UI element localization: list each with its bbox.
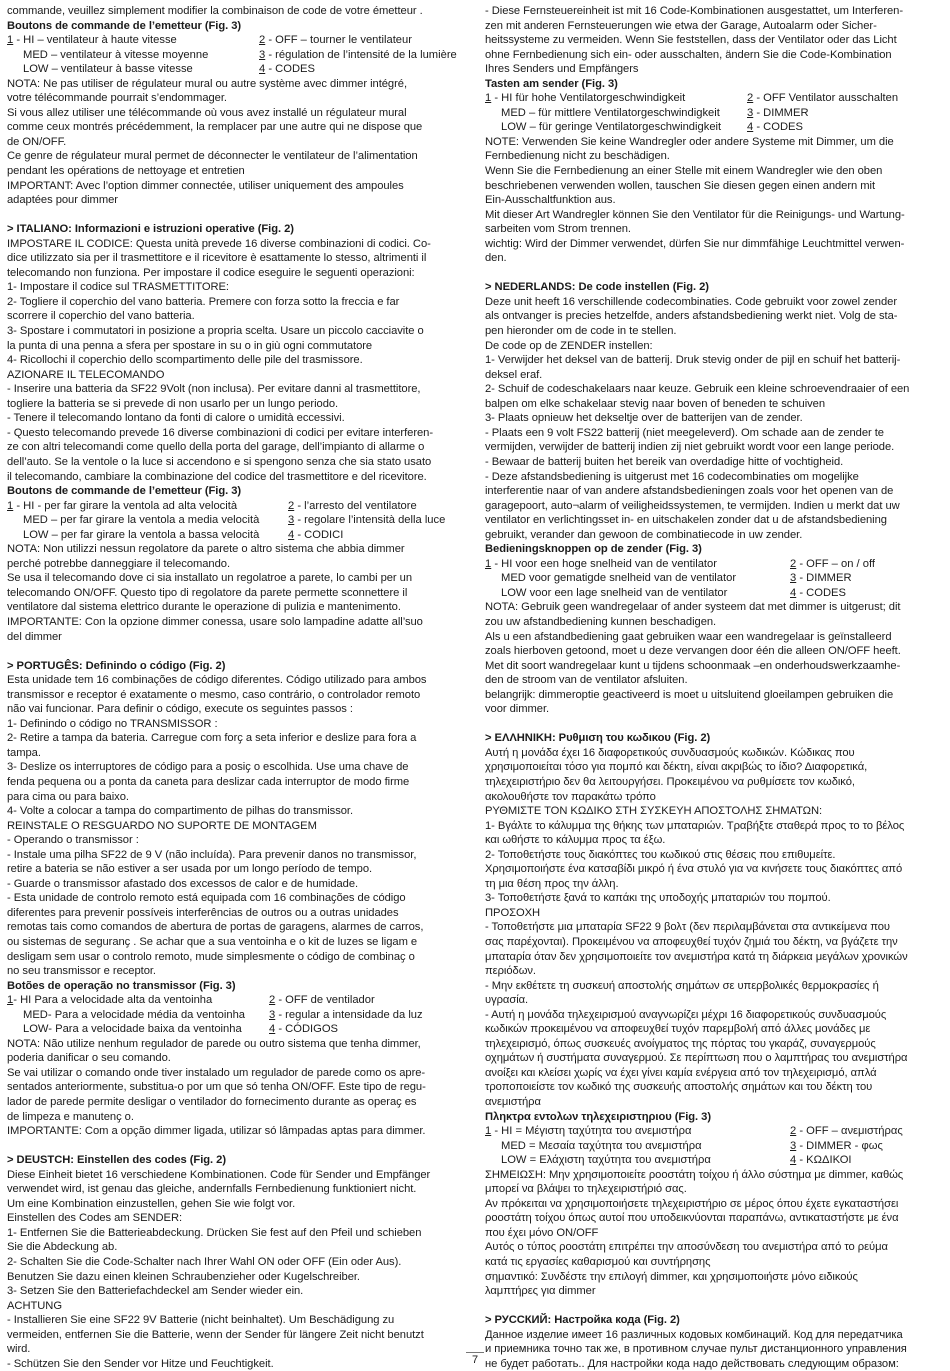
button-legend-left — [7, 33, 177, 48]
text-line: NOTA: Non utilizzi nessun regolatore da parete o altro sistema che abbia dimmer — [7, 543, 405, 556]
button-legend-row — [7, 993, 467, 1008]
spacer — [7, 1139, 467, 1154]
text-line: IMPORTANTE: Com a opção dimmer ligada, utilizar só lâmpadas aptas para dimmer. — [7, 1125, 426, 1138]
section-heading: Botões de operação no transmissor (Fig. 3) — [7, 979, 236, 992]
text-line: ventilator en verlichtingsset in- en uitschakelen zonder dat u de afstandsbediening — [485, 514, 887, 527]
button-legend-right — [288, 499, 417, 514]
button-legend-right — [269, 1008, 423, 1023]
button-legend-right — [790, 1139, 883, 1154]
text-line: - Deze afstandsbediening is uitgerust met 16 codecombinaties om mogelijke — [485, 470, 859, 483]
button-legend-left — [485, 1139, 702, 1154]
text-line: ΠΡΟΣΟΧΗ — [485, 906, 541, 919]
text-line: diferentes para prevenir possíveis interferências de outros ou a outras unidades — [7, 906, 399, 919]
button-legend-row — [485, 1124, 943, 1139]
text-line: interferentie naar of van andere afstandsbedieningen zoals voor het openen van de — [485, 485, 894, 498]
button-number: 2 — [259, 34, 266, 47]
text-line: 3- Spostare i commutatori in posizione a propria scelta. Usare un piccolo cacciavite o — [7, 325, 424, 338]
section-heading: > ITALIANO: Informazioni e istruzioni operative (Fig. 2) — [7, 223, 294, 236]
text-line: 3- Plaats opnieuw het dekseltje over de batterijen van de zender. — [485, 412, 803, 425]
button-legend-right — [269, 1022, 338, 1037]
text-line: não vai funcionar. Para definir o código, execute os seguintes passos : — [7, 703, 353, 716]
button-legend-right — [259, 62, 315, 77]
text-line: IMPOSTARE IL CODICE: Questa unità prevede 16 diverse combinazioni di codici. Co- — [7, 237, 431, 250]
text-line: NOTA: Ne pas utiliser de régulateur mural ou autre système avec dimmer intégré, — [7, 77, 408, 90]
text-line: transmissor e receptor é exatamente o mesmo, caso contrário, o controlador remoto — [7, 688, 421, 701]
button-legend-row — [7, 1008, 467, 1023]
text-line: De code op de ZENDER instellen: — [485, 339, 653, 352]
text-line: Um eine Kombination einzustellen, gehen Sie wie folgt vor. — [7, 1197, 296, 1210]
section-heading: Bedieningsknoppen op de zender (Fig. 3) — [485, 543, 702, 556]
text-line: Данное изделие имеет 16 различных кодовых комбинаций. Код для передатчика — [485, 1328, 903, 1341]
button-legend-row — [7, 528, 467, 543]
text-line: desligam sem usar o controlo remoto, mude simplesmente o código de combinaҫ o — [7, 950, 415, 963]
text-line: sarbeiten vom Strom trennen. — [485, 223, 631, 236]
button-description: LOW voor een lage snelheid van de ventilator — [501, 586, 728, 599]
section-heading: > PORTUGÊS: Definindo o código (Fig. 2) — [7, 659, 226, 672]
button-description: - HI Para a velocidade alta da ventoinha — [13, 994, 213, 1007]
text-line: 3- Deslize os interruptores de código para a posiҫ o escolhida. Use uma chave de — [7, 761, 409, 774]
text-line: la punta di una penna a sfera per spostare in su o in giù ogni commutatore — [7, 339, 373, 352]
button-description: LOW = Ελάχιστη ταχύτητα του ανεμιστήρα — [501, 1154, 711, 1167]
text-line: 1- Impostare il codice sul TRASMETTITORE: — [7, 281, 229, 294]
text-line: περιόδων. — [485, 965, 536, 978]
text-line: Αυτός ο τύπος ροοστάτη επιτρέπει την αποσύνδεση του ανεμιστήρα από το ρεύμα — [485, 1241, 888, 1254]
button-description: - DIMMER — [796, 572, 852, 585]
text-line: 1- Definindo o código no TRANSMISSOR : — [7, 717, 218, 730]
text-line: - Plaats een 9 volt FS22 batterij (niet meegeleverd). Om schade aan de zender te — [485, 426, 884, 439]
button-description: - OFF de ventilador — [275, 994, 375, 1007]
text-line: - Τοποθετήστε μια μπαταρία SF22 9 βολτ (δεν περιλαμβάνεται στα αντικείμενα που — [485, 921, 890, 934]
text-line: vermijden, verwijder de batterij indien zij niet gebruikt wordt voor een lange periode. — [485, 441, 895, 454]
text-line: - Schützen Sie den Sender vor Hitze und Feuchtigkeit. — [7, 1357, 274, 1370]
button-legend-right — [259, 48, 457, 63]
button-legend-left — [7, 528, 259, 543]
spacer — [7, 644, 467, 659]
text-line: dell’auto. Se la ventole o la luce si accendono e si spengono senza che sia stato usato — [7, 455, 432, 468]
text-line: 1- Entfernen Sie die Batterieabdeckung. Drücken Sie fest auf den Pfeil und schieben — [7, 1226, 422, 1239]
text-line: - Μην εκθέτετε τη συσκευή αποστολής σημάτων σε υπερβολικές θερμοκρασίες ή — [485, 979, 879, 992]
section-heading: Tasten am sender (Fig. 3) — [485, 77, 618, 90]
text-line: Ihres Senders und Empfängers — [485, 63, 639, 76]
text-line: τηλεχειριστήριο δεν θα λειτουργήσει. Προκειμένου να ρυθμίσετε τον κωδικό, — [485, 775, 855, 788]
button-description: MED = Μεσαία ταχύτητα του ανεμιστήρα — [501, 1139, 702, 1152]
button-legend-left — [485, 557, 717, 572]
button-number: 4 — [790, 1154, 797, 1167]
button-number: 1 — [485, 1125, 492, 1138]
button-legend-row — [7, 48, 467, 63]
text-line: Wenn Sie die Fernbedienung an einer Stelle mit einem Wandregler wie den oben — [485, 165, 883, 178]
text-line: ανοίξει και κλείσει χωρίς να έχει γίνει καμία ενέργεια από τον τηλεχειρισμό, απλά — [485, 1066, 877, 1079]
button-description: MED – per far girare la ventola a media velocità — [23, 514, 260, 527]
text-line: balpen om elke schakelaar stevig naar boven of beneden te schuiven — [485, 397, 826, 410]
text-line: votre télécommande pourrait s’endommager. — [7, 92, 227, 105]
button-description: - CODES — [753, 121, 803, 134]
button-description: - HI – ventilateur à haute vitesse — [13, 34, 177, 47]
text-line: - Bewaar de batterij buiten het bereik van overdadige hitte of vochtigheid. — [485, 455, 844, 468]
button-legend-row — [485, 571, 943, 586]
text-line: comme ceux montrés précédemment, la remplacer par une autre qui ne dispose que — [7, 121, 423, 134]
button-description: - CODICI — [294, 528, 344, 541]
button-number: 2 — [790, 1125, 797, 1138]
text-line: wichtig: Wird der Dimmer verwendet, dürfen Sie nur dimmfähige Leuchtmittel verwen- — [485, 237, 905, 250]
text-line: μπορεί να βλάψει το τηλεχειριστήριό σας. — [485, 1183, 687, 1196]
text-line: adaptées pour dimmer — [7, 194, 118, 207]
text-line: κατά τις εργασίες καθαρισμού και συντήρησης — [485, 1256, 711, 1269]
button-description: - OFF – tourner le ventilateur — [265, 34, 412, 47]
text-line: κωδικών προκειμένου να αποφευχθεί τυχόν παρεμβολή από άλλες μονάδες με — [485, 1023, 871, 1036]
text-line: μπαταρία όταν δεν χρησιμοποιείτε τον ανεμιστήρα κατά τη διάρκεια μεγάλων χρονικών — [485, 950, 908, 963]
text-line: de ON/OFF. — [7, 135, 67, 148]
text-line: IMPORTANTE: Con la opzione dimmer conessa, usare solo lampadine adatte all’suo — [7, 615, 423, 628]
section-heading: > NEDERLANDS: De code instellen (Fig. 2) — [485, 281, 709, 294]
text-line: perché potrebbe danneggiare il telecomando. — [7, 557, 231, 570]
button-number: 2 — [269, 994, 276, 1007]
button-description: - OFF Ventilator ausschalten — [753, 92, 899, 105]
button-legend-row — [7, 1022, 467, 1037]
button-legend-right — [747, 120, 803, 135]
button-description: MED – ventilateur à vitesse moyenne — [23, 48, 209, 61]
text-line: - Operando o transmissor : — [7, 834, 139, 847]
left-column — [7, 4, 467, 1371]
text-line: 2- Schuif de codeschakelaars naar keuze. Gebruik een kleine schroevendraaier of een — [485, 383, 910, 396]
text-line: ou sistemas de seguranҫ . Se achar que a sua ventoinha e o kit de luzes se ligam e — [7, 936, 418, 948]
text-line: - Guarde o transmissor afastado dos excessos de calor e de humidade. — [7, 877, 359, 890]
button-legend-left — [485, 1153, 711, 1168]
button-legend-row — [7, 513, 467, 528]
text-line: garagepoort, auto¬alarm of veiligheidssystemen, te vermijden. Indien u merkt dat uw — [485, 499, 900, 512]
button-description: - CÓDIGOS — [275, 1023, 339, 1036]
button-description: LOW – per far girare la ventola a bassa velocità — [23, 528, 260, 541]
button-description: - DIMMER — [753, 106, 809, 119]
text-line: Als u een afstandbediening gaat gebruiken waar een wandregelaar is geïnstalleerd — [485, 630, 892, 643]
button-description: - CODES — [265, 63, 315, 76]
button-description: - CODES — [796, 586, 846, 599]
button-number: 1 — [7, 499, 14, 512]
button-number: 1 — [7, 34, 14, 47]
button-description: - DIMMER - φως — [796, 1139, 883, 1152]
button-legend-row — [7, 62, 467, 77]
button-description: MED- Para a velocidade média da ventoinha — [23, 1008, 246, 1021]
button-legend-row — [485, 120, 943, 135]
text-line: Mit dieser Art Wandregler können Sie den Ventilator für die Reinigungs- und Wartung- — [485, 208, 905, 221]
text-line: REINSTALE O RESGUARDO NO SUPORTE DE MONTAGEM — [7, 819, 317, 832]
text-line: 1- Βγάλτε το κάλυμμα της θήκης των μπαταριών. Τραβήξτε σταθερά προς το το βέλος — [485, 819, 905, 832]
section-heading: Πληκτρα εντολων τηλεχειριστηριου (Fig. 3) — [485, 1110, 712, 1123]
text-line: 1- Verwijder het deksel van de batterij. Druk stevig onder de pijl en schuif het batterij- — [485, 354, 901, 367]
button-description: - HI - per far girare la ventola ad alta velocità — [13, 499, 238, 512]
button-legend-left — [485, 120, 721, 135]
text-line: Esta unidade tem 16 combinações de código diferentes. Código utilizado para ambos — [7, 674, 427, 687]
section-heading: > РУССКИЙ: Настройка кода (Fig. 2) — [485, 1314, 680, 1327]
text-line: Benutzen Sie dazu einen kleinen Schraubenzieher oder Kugelschreiber. — [7, 1270, 360, 1283]
button-legend-right — [790, 1124, 903, 1139]
button-description: - regolare l’intensità della luce — [294, 514, 446, 527]
text-line: ανεμιστήρα — [485, 1096, 541, 1109]
text-line: 2- Schalten Sie die Code-Schalter nach Ihrer Wahl ON oder OFF (Ein oder Aus). — [7, 1256, 402, 1269]
text-line: ροοστάτη τοίχου όπως αυτοί που υποδεικνύονται παραπάνω, αντικαταστήστε με ένα — [485, 1212, 899, 1225]
text-line: IMPORTANT: Avec l’option dimmer connectée, utiliser uniquement des ampoules — [7, 179, 404, 192]
button-description: - HI = Μέγιστη ταχύτητα του ανεμιστήρα — [491, 1125, 692, 1138]
text-line: sentados anteriormente, substitua-o por um que só tenha ON/OFF. Este tipo de regu- — [7, 1081, 426, 1094]
text-line: - Questo telecomando prevede 16 diverse combinazioni di codici per evitare interferen- — [7, 426, 434, 439]
right-column — [485, 4, 943, 1371]
button-description: - l’arresto del ventilatore — [294, 499, 417, 512]
text-line: Αν πρόκειται να χρησιμοποιήσετε τηλεχειριστήριο σε μέρος όπου έχετε εγκαταστήσει — [485, 1197, 899, 1210]
text-line: verwendet wird, ist genau das gleiche, andernfalls Fernbedienung funktioniert nicht. — [7, 1183, 417, 1196]
text-line: 3- Setzen Sie den Batteriefachdeckel am Sender wieder ein. — [7, 1285, 304, 1298]
button-description: LOW – ventilateur à basse vitesse — [23, 63, 193, 76]
button-legend-right — [790, 557, 875, 572]
text-line: del dimmer — [7, 630, 62, 643]
text-line: NOTA: Gebruik geen wandregelaar of ander systeem dat met dimmer is uitgerust; dit — [485, 601, 901, 614]
button-description: - OFF – ανεμιστήρας — [796, 1125, 903, 1138]
button-number: 4 — [790, 586, 797, 599]
text-line: - Esta unidade de controlo remoto está equipada com 16 combinaҫões de código — [7, 892, 406, 905]
button-number: 1 — [485, 557, 492, 570]
button-description: - OFF – on / off — [796, 557, 875, 570]
text-line: de limpeza e manutenҫ o. — [7, 1110, 134, 1123]
text-line: zoals hierboven getoond, moet u deze vervangen door één die alleen ON/OFF heeft. — [485, 645, 901, 658]
text-line: ze con altri telecomandi come quello della porta del garage, dell’impianto di allarme o — [7, 441, 425, 454]
spacer — [485, 717, 943, 732]
text-line: Si vous allez utiliser une télécommande où vous avez installé un régulateur mural — [7, 106, 407, 119]
text-line: wird. — [7, 1343, 31, 1356]
text-line: ΡΥΘΜΙΣΤΕ ΤΟΝ ΚΩΔΙΚΟ ΣΤΗ ΣΥΣΚΕΥΗ ΑΠΟΣΤΟΛΗΣ ΣΗΜΑΤΩΝ: — [485, 805, 823, 818]
button-legend-row — [485, 91, 943, 106]
text-line: fenda pequena ou a ponta da caneta para deslizar cada interruptor de modo firme — [7, 775, 410, 788]
button-description: MED voor gematigde snelheid van de ventilator — [501, 572, 737, 585]
text-line: den de stroom van de ventilator afsluiten. — [485, 674, 688, 687]
text-line: NOTE: Verwenden Sie keine Wandregler oder andere Systeme mit Dimmer, um die — [485, 135, 894, 148]
button-legend-left — [485, 1124, 691, 1139]
text-line: 4- Volte a colocar a tampa do compartimento de pilhas do transmissor. — [7, 805, 354, 818]
button-number: 3 — [747, 106, 754, 119]
text-line: commande, veuillez simplement modifier la combinaison de code de votre émetteur . — [7, 5, 423, 17]
text-line: Ein-Ausschaltfunktion aus. — [485, 194, 616, 207]
text-line: и приемника точно так же, в противном случае пульт дистанционного управления — [485, 1343, 907, 1356]
text-line: Einstellen des Codes am SENDER: — [7, 1212, 183, 1225]
text-line: poderia danificar o seu comando. — [7, 1052, 171, 1065]
button-number: 1 — [7, 994, 14, 1007]
button-legend-row — [7, 33, 467, 48]
text-line: no seu transmissor e receptor. — [7, 965, 156, 978]
button-legend-row — [485, 1139, 943, 1154]
button-legend-left — [485, 586, 727, 601]
text-line: remotas tais como comandos de abertura de portas de garagens, alarmes de carros, — [7, 921, 424, 934]
text-line: υγρασία. — [485, 994, 529, 1007]
text-line: zou uw afstandbediening kunnen beschadigen. — [485, 615, 717, 628]
button-legend-left — [7, 1008, 245, 1023]
text-line: που έχει μόνο ON/OFF — [485, 1226, 599, 1239]
text-line: lador de parede permite desligar o ventilador do fornecimento durante as operaҫ es — [7, 1096, 417, 1109]
button-legend-right — [269, 993, 375, 1008]
button-description: - ΚΩΔΙΚΟΙ — [796, 1154, 852, 1167]
text-line: togliere la batteria se si prevede di non usarlo per un lungo periodo. — [7, 397, 339, 410]
button-legend-left — [7, 513, 259, 528]
button-legend-right — [747, 91, 898, 106]
text-line: zen mit anderen Fernsteuerungen wie etwa der Garage, Autoalarm oder Sicher- — [485, 19, 877, 32]
button-number: 2 — [747, 92, 754, 105]
button-legend-row — [485, 1153, 943, 1168]
text-line: Fernbedienung nicht zu beschädigen. — [485, 150, 670, 163]
button-legend-left — [485, 571, 736, 586]
button-number: 3 — [259, 48, 266, 61]
button-legend-left — [7, 62, 193, 77]
section-heading: > ΕΛΛΗΝΙΚΗ: Ρυθμιση του κωδικου (Fig. 2) — [485, 732, 711, 745]
text-line: - Tenere il telecomando lontano da fonti di calore o umidità eccessivi. — [7, 412, 345, 425]
page-number: 7 — [466, 1352, 484, 1367]
button-legend-row — [485, 557, 943, 572]
section-heading: Boutons de commande de l’emetteur (Fig. 3) — [7, 485, 242, 498]
button-legend-right — [259, 33, 412, 48]
button-description: - HI für hohe Ventilatorgeschwindigkeit — [491, 92, 686, 105]
text-line: deksel eraf. — [485, 368, 543, 381]
text-line: heitssysteme zu vermeiden. Wenn Sie feststellen, dass der Ventilator oder das Licht — [485, 34, 897, 47]
spacer — [485, 266, 943, 281]
button-description: - regular a intensidade da luz — [275, 1008, 423, 1021]
text-line: telecomando ON/OFF. Questo tipo di regolatore da parete permette sconnettere il — [7, 586, 408, 599]
text-line: σημαντικό: Συνδέστε την επιλογή dimmer, και χρησιμοποιήστε μόνο ειδικούς — [485, 1270, 858, 1283]
text-line: 2- Τοποθετήστε τους διακόπτες του κωδικού στις θέσεις που επιθυμείτε. — [485, 848, 836, 861]
button-number: 4 — [269, 1023, 276, 1036]
text-line: - Diese Fernsteuereinheit ist mit 16 Code-Kombinationen ausgestattet, um Interferen- — [485, 5, 904, 17]
button-legend-left — [485, 106, 720, 121]
text-line: belangrijk: dimmeroptie geactiveerd is moet u uitsluitend gloeilampen gebruiken die — [485, 688, 894, 701]
text-line: Ce genre de régulateur mural permet de déconnecter le ventilateur de l’alimentation — [7, 150, 418, 163]
button-number: 2 — [790, 557, 797, 570]
button-legend-left — [7, 993, 212, 1008]
spacer — [7, 208, 467, 223]
text-line: ακολουθήστε τον παρακάτω τρόπο — [485, 790, 656, 803]
text-line: λαμπτήρες για dimmer — [485, 1285, 596, 1298]
text-line: τη μια θέση προς την άλλη. — [485, 877, 619, 890]
button-number: 3 — [288, 514, 295, 527]
text-line: Diese Einheit bietet 16 verschiedene Kombinationen. Code für Sender und Empfänger — [7, 1168, 431, 1181]
button-number: 1 — [485, 92, 492, 105]
button-number: 4 — [259, 63, 266, 76]
text-line: gebruikt, verander dan gewoon de combinatiecode in uw zender. — [485, 528, 803, 541]
text-line: vermeiden, entfernen Sie die Batterie, wenn der Sender für längere Zeit nicht benutzt — [7, 1328, 424, 1341]
button-description: LOW- Para a velocidade baixa da ventoinha — [23, 1023, 242, 1036]
text-line: 3- Τοποθετήστε ξανά το καπάκι της υποδοχής μπαταριών του πομπού. — [485, 892, 831, 905]
button-number: 4 — [747, 121, 754, 134]
button-legend-right — [790, 586, 846, 601]
text-line: τηλεχειρισμό, όπως συσκευές ανοίγματος της πόρτας του γκαράζ, συναγερμούς — [485, 1037, 876, 1050]
text-line: pen hieronder om de code in te stellen. — [485, 325, 677, 338]
button-legend-right — [790, 571, 852, 586]
section-heading: Boutons de commande de l’emetteur (Fig. 3) — [7, 19, 242, 32]
button-description: MED – für mittlere Ventilatorgeschwindigkeit — [501, 106, 720, 119]
button-legend-left — [485, 91, 685, 106]
text-line: Χρησιμοποιήστε ένα κατσαβίδι μικρό ή ένα στυλό για να κινήσετε τους διακόπτες από — [485, 863, 903, 876]
text-line: χρησιμοποιείται τόσο για πομπό και δέκτη, είναι ακριβώς το ίδιο? Διαφορετικά, — [485, 761, 868, 774]
button-legend-left — [7, 1022, 242, 1037]
button-number: 3 — [269, 1008, 276, 1021]
text-line: - Instale uma pilha SF22 de 9 V (não incluída). Para prevenir danos no transmissor, — [7, 848, 417, 861]
text-line: οχημάτων ή συστήματα συναγερμού. Σε περίπτωση που ο λαμπτήρας του ανεμιστήρα — [485, 1052, 908, 1065]
text-line: AZIONARE IL TELECOMANDO — [7, 368, 165, 381]
text-line: Sie die Abdeckung ab. — [7, 1241, 118, 1254]
spacer — [485, 1299, 943, 1314]
button-number: 2 — [288, 499, 295, 512]
button-description: - HI voor een hoge snelheid van de ventilator — [491, 557, 717, 570]
text-line: - Installieren Sie eine SF22 9V Batterie (nicht beinhaltet). Um Beschädigung zu — [7, 1314, 395, 1327]
text-line: τροποποιείστε τον κωδικό της συσκευής αποστολής σημάτων και του δέκτη του — [485, 1081, 873, 1094]
text-line: telecomando non funziona. Per impostare il codice eseguire le seguenti operazioni: — [7, 266, 415, 279]
text-line: scorrere il coperchio del vano batteria. — [7, 310, 195, 323]
text-line: 4- Ricollochi il coperchio dello scompartimento delle pile del trasmissore. — [7, 354, 363, 367]
button-description: LOW – für geringe Ventilatorgeschwindigkeit — [501, 121, 722, 134]
button-number: 3 — [790, 572, 797, 585]
text-line: ACHTUNG — [7, 1299, 62, 1312]
button-legend-right — [288, 528, 343, 543]
text-line: pendant les opérations de nettoyage et entretien — [7, 165, 245, 178]
text-line: ventilatore dal sistema elettrico durante le operazione di pulizia e mantenimento. — [7, 601, 401, 614]
text-line: και ωθήστε το κάλυμμα προς τα έξω. — [485, 834, 666, 847]
text-line: retire a bateria se não estiver a ser usada por um longo período de tempo. — [7, 863, 373, 876]
section-heading: > DEUSTCH: Einstellen des codes (Fig. 2) — [7, 1154, 226, 1167]
button-legend-row — [485, 106, 943, 121]
button-legend-right — [790, 1153, 852, 1168]
button-legend-row — [485, 586, 943, 601]
text-line: ohne Fernbedienung sich ein- oder ausschalten, ändern Sie die Code-Kombination — [485, 48, 892, 61]
text-line: 2- Retire a tampa da bateria. Carregue com forҫ a seta inferior e deslize para fora a — [7, 732, 417, 745]
button-description: - régulation de l’intensité de la lumière — [265, 48, 457, 61]
button-legend-left — [7, 48, 208, 63]
button-legend-right — [288, 513, 445, 528]
text-line: il telecomando, cambiare la combinazione del codice del trasmettitore e del ricevitore. — [7, 470, 427, 483]
text-line: Deze unit heeft 16 verschillende codecombinaties. Code gebruikt voor zowel zender — [485, 295, 897, 308]
button-legend-row — [7, 499, 467, 514]
button-legend-right — [747, 106, 809, 121]
text-line: den. — [485, 252, 507, 265]
text-line: Met dit soort wandregelaar kunt u tijdens schoonmaak –en onderhoudswerkzaamhe- — [485, 659, 901, 672]
text-line: не будет работать.. Для настройки кода надо действовать следующим образом: — [485, 1357, 899, 1370]
text-line: - Αυτή η μονάδα τηλεχειρισμού αναγνωρίζει μέχρι 16 διαφορετικούς συνδυασμούς — [485, 1008, 887, 1021]
text-line: ΣΗΜΕΙΩΣΗ: Μην χρησιμοποιείτε ροοστάτη τοίχου ή άλλο σύστημα με dimmer, καθώς — [485, 1168, 904, 1181]
text-line: 2- Togliere il coperchio del vano batteria. Premere con forza sotto la freccia e far — [7, 295, 400, 308]
text-line: beschriebenen verwenden wollen, tauschen Sie diesen gegen einen andern mit — [485, 179, 875, 192]
text-line: σας παρέχονται). Προκειμένου να αποφευχθεί τυχόν ζημιά του δέκτη, να βγάζετε την — [485, 936, 898, 948]
button-legend-left — [7, 499, 237, 514]
button-number: 4 — [288, 528, 295, 541]
text-line: NOTA: Não utilize nenhum regulador de parede ou outro sistema que tenha dimmer, — [7, 1037, 421, 1050]
text-line: tampa. — [7, 746, 41, 759]
text-line: voor dimmer. — [485, 703, 550, 716]
text-line: als ontvanger is precies hetzelfde, anders afstandsbediening werkt niet. Volg de sta- — [485, 310, 898, 323]
text-line: para cima ou para baixo. — [7, 790, 129, 803]
text-line: Se usa il telecomando dove ci sia installato un regolatroe a parete, lo cambi per un — [7, 572, 413, 585]
text-line: dice utilizzato sia per il trasmettitore e il ricevitore è esattamente lo stesso, altrimenti il — [7, 252, 427, 265]
button-number: 3 — [790, 1139, 797, 1152]
text-line: Αυτή η μονάδα έχει 16 διαφορετικούς συνδυασμούς κωδικών. Κώδικας που — [485, 746, 855, 759]
text-line: Se vai utilizar o comando onde tiver instalado um regulador de parede como os apre- — [7, 1066, 426, 1079]
text-line: - Inserire una batteria da SF22 9Volt (non inclusa). Per evitare danni al trasmettitore, — [7, 383, 421, 396]
